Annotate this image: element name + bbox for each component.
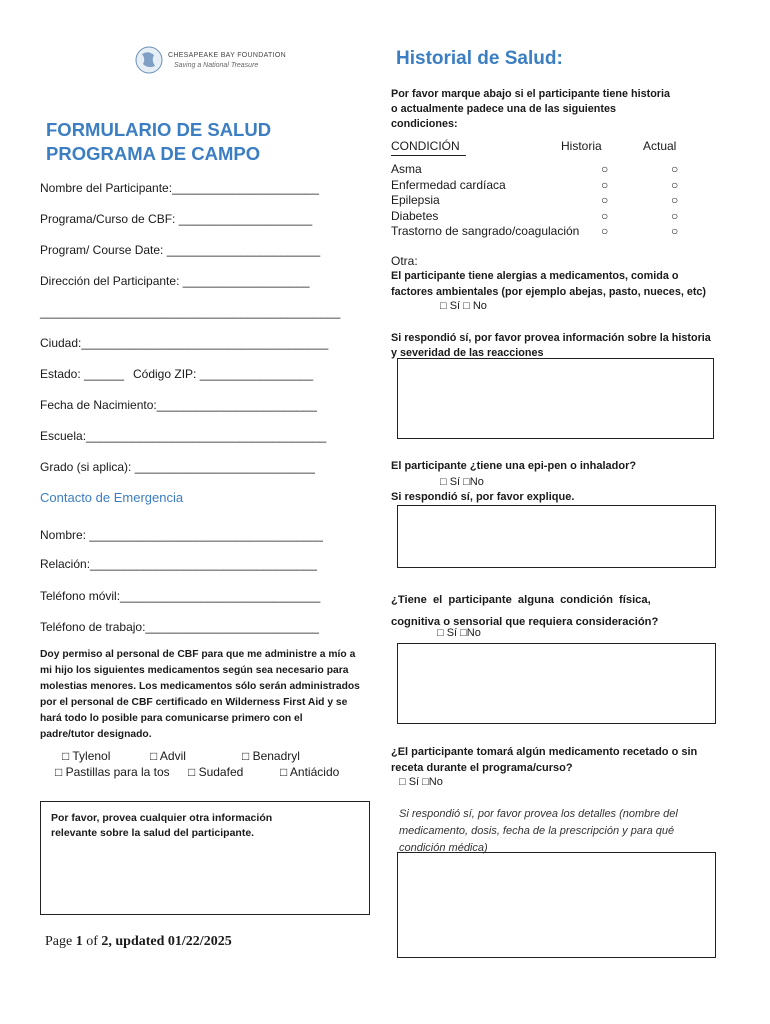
medication-options[interactable]: □ Sí □No xyxy=(399,776,443,788)
condition-row xyxy=(391,162,691,178)
field-state[interactable]: Estado: ______ xyxy=(40,367,125,381)
current-radio[interactable]: ○ xyxy=(671,193,679,207)
checkbox-tylenol[interactable]: □ Tylenol xyxy=(62,749,111,763)
condition-name: Enfermedad cardíaca xyxy=(391,177,506,192)
conditions-table xyxy=(391,139,691,240)
allergy-question xyxy=(391,269,706,300)
footer-page-total: 2 xyxy=(101,934,109,949)
footer-of-label: of xyxy=(82,934,102,949)
allergy-options[interactable]: □ Sí □ No xyxy=(440,300,487,312)
history-radio[interactable]: ○ xyxy=(601,224,609,238)
medication-detail-box[interactable] xyxy=(397,852,716,958)
condition-q-line: ¿Tiene el participante alguna condición física, xyxy=(391,594,651,606)
footer-page-label: Page xyxy=(45,934,76,949)
field-emergency-relation[interactable]: Relación:__________________________________ xyxy=(40,557,317,571)
medication-permission xyxy=(40,647,360,743)
allergy-detail-prompt xyxy=(391,331,711,361)
field-program-date[interactable]: Program/ Course Date: _______________________ xyxy=(40,243,321,257)
col-history-header: Historia xyxy=(561,139,602,153)
form-title-line2: PROGRAMA DE CAMPO xyxy=(46,143,261,164)
field-birthdate[interactable]: Fecha de Nacimiento:________________________ xyxy=(40,398,317,412)
checkbox-cough-drops[interactable]: □ Pastillas para la tos xyxy=(55,765,170,779)
epipen-question: El participante ¿tiene una epi-pen o inhalador? xyxy=(391,460,637,472)
field-emergency-name[interactable]: Nombre: ___________________________________ xyxy=(40,528,323,542)
field-city[interactable]: Ciudad:_____________________________________ xyxy=(40,336,329,350)
permission-line: padre/tutor designado. xyxy=(40,729,152,740)
condition-row xyxy=(391,193,691,209)
history-radio[interactable]: ○ xyxy=(601,162,609,176)
intro-line: condiciones: xyxy=(391,118,458,130)
intro-line: Por favor marque abajo si el participante tiene historia xyxy=(391,88,671,100)
other-info-box[interactable] xyxy=(40,801,370,915)
allergy-detail-line: Si respondió sí, por favor provea información sobre la historia xyxy=(391,332,711,344)
other-info-text xyxy=(51,811,272,841)
cbf-logo xyxy=(134,44,286,78)
history-intro xyxy=(391,87,670,132)
checkbox-advil[interactable]: □ Advil xyxy=(150,749,186,763)
allergy-line: factores ambientales (por ejemplo abejas, pasto, nueces, etc) xyxy=(391,285,707,298)
condition-row xyxy=(391,178,691,194)
current-radio[interactable]: ○ xyxy=(671,177,679,192)
permission-line: por el personal de CBF certificado en Wilderness First Aid y se xyxy=(40,697,348,708)
condition-name: Trastorno de sangrado/coagulación xyxy=(391,224,580,238)
condition-options[interactable]: □ Sí □No xyxy=(437,627,481,639)
footer-page-number: 1 xyxy=(75,934,83,949)
epipen-options[interactable]: □ Sí □No xyxy=(440,476,484,488)
permission-line: mi hijo los siguientes medicamentos según sea necesario para xyxy=(40,665,349,676)
checkbox-benadryl[interactable]: □ Benadryl xyxy=(242,749,300,763)
other-condition-label: Otra: xyxy=(391,254,418,268)
other-info-line: Por favor, provea cualquier otra información xyxy=(51,812,273,824)
condition-row xyxy=(391,209,691,225)
permission-line: molestias menores. Los medicamentos sólo serán administrados xyxy=(40,681,360,692)
form-title xyxy=(46,118,271,166)
history-radio[interactable]: ○ xyxy=(601,208,609,223)
medication-question xyxy=(391,745,697,776)
globe-icon xyxy=(134,44,164,76)
field-zip[interactable]: Código ZIP: _________________ xyxy=(133,367,314,381)
medication-detail-line: condición médica) xyxy=(399,842,488,854)
field-participant-name[interactable]: Nombre del Participante:______________________ xyxy=(40,181,319,195)
epipen-detail-box[interactable] xyxy=(397,505,716,568)
logo-org: CHESAPEAKE BAY FOUNDATION xyxy=(168,52,286,59)
permission-line: Doy permiso al personal de CBF para que me administre a mío a xyxy=(40,649,356,660)
history-radio[interactable]: ○ xyxy=(601,193,609,207)
medication-detail-line: Si respondió sí, por favor provea los detalles (nombre del xyxy=(399,808,678,820)
checkbox-antacid[interactable]: □ Antiácido xyxy=(280,765,340,779)
medication-q-line: receta durante el programa/curso? xyxy=(391,761,573,774)
field-address-line2[interactable]: _____________________________________________ xyxy=(40,305,341,319)
field-program-course[interactable]: Programa/Curso de CBF: ____________________ xyxy=(40,212,313,226)
emergency-heading: Contacto de Emergencia xyxy=(40,490,184,505)
allergy-detail-line: y severidad de las reacciones xyxy=(391,347,544,359)
medication-detail-line: medicamento, dosis, fecha de la prescripción y para qué xyxy=(399,825,675,837)
field-school[interactable]: Escuela:____________________________________ xyxy=(40,429,327,443)
allergy-line: El participante tiene alergias a medicamentos, comida o xyxy=(391,270,679,282)
other-info-line: relevante sobre la salud del participante. xyxy=(51,827,255,839)
allergy-detail-box[interactable] xyxy=(397,358,714,439)
field-work-phone[interactable]: Teléfono de trabajo:__________________________ xyxy=(40,620,319,634)
col-current-header: Actual xyxy=(643,139,677,153)
epipen-detail-prompt: Si respondió sí, por favor explique. xyxy=(391,491,575,503)
footer-updated: , updated 01/22/2025 xyxy=(108,934,232,949)
medication-detail-prompt xyxy=(399,806,678,857)
page-footer xyxy=(45,934,232,950)
history-radio[interactable]: ○ xyxy=(601,177,609,192)
form-title-line1: FORMULARIO DE SALUD xyxy=(46,119,272,140)
condition-detail-box[interactable] xyxy=(397,643,716,724)
logo-tagline: Saving a National Treasure xyxy=(174,62,259,69)
col-condition-header: CONDICIÓN xyxy=(391,139,460,153)
health-history-heading: Historial de Salud: xyxy=(396,48,563,69)
checkbox-sudafed[interactable]: □ Sudafed xyxy=(188,765,244,779)
medication-q-line: ¿El participante tomará algún medicamento recetado o sin xyxy=(391,746,698,758)
current-radio[interactable]: ○ xyxy=(671,208,679,223)
condition-name: Diabetes xyxy=(391,208,439,223)
field-address[interactable]: Dirección del Participante: ___________________ xyxy=(40,274,310,288)
current-radio[interactable]: ○ xyxy=(671,224,679,238)
condition-question xyxy=(391,589,658,633)
field-mobile-phone[interactable]: Teléfono móvil:______________________________ xyxy=(40,589,321,603)
permission-line: hará todo lo posible para comunicarse primero con el xyxy=(40,713,303,724)
condition-q-line: cognitiva o sensorial que requiera consideración? xyxy=(391,616,659,628)
intro-line: o actualmente padece una de las siguientes xyxy=(391,103,617,115)
field-grade[interactable]: Grado (si aplica): ___________________________ xyxy=(40,460,315,474)
condition-name: Asma xyxy=(391,162,422,176)
current-radio[interactable]: ○ xyxy=(671,162,679,176)
condition-row xyxy=(391,224,691,240)
condition-name: Epilepsia xyxy=(391,193,440,207)
